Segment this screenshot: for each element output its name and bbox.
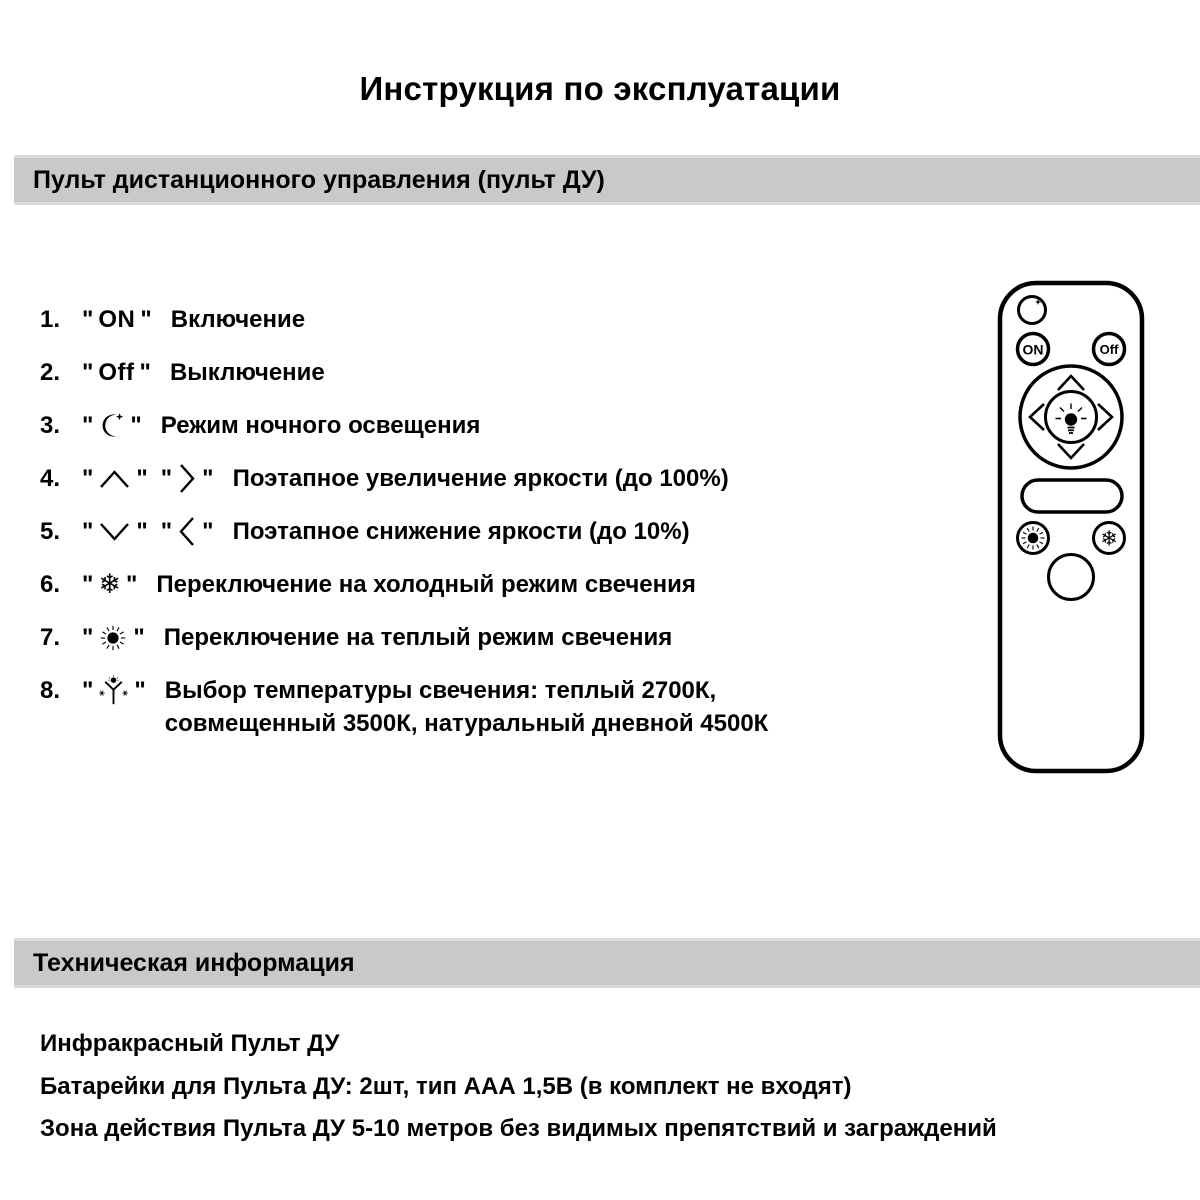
quote-mark: " (140, 306, 152, 333)
quote-mark: " (130, 412, 142, 439)
sun-icon (98, 623, 128, 653)
instruction-item-4 (40, 462, 960, 495)
quote-mark: " (133, 624, 145, 651)
quote-mark: " (82, 571, 94, 598)
quote-mark: " (82, 412, 94, 439)
item-symbol (77, 303, 157, 336)
instruction-item-7 (40, 621, 960, 654)
remote-control-diagram (997, 280, 1145, 774)
quote-mark: " (136, 518, 148, 545)
item-number: 3. (40, 412, 61, 439)
warm-light-button (1018, 523, 1049, 554)
tech-info-block (40, 1023, 997, 1151)
item-description: Режим ночного освещения (160, 412, 481, 439)
temp-select-icon (98, 675, 129, 706)
quote-mark: " (136, 465, 148, 492)
instruction-item-8 (40, 674, 960, 740)
item-description: Переключение на теплый режим свечения (163, 624, 673, 651)
item-symbol (77, 515, 153, 548)
item-symbol (156, 515, 219, 548)
item-number: 4. (40, 465, 61, 492)
item-symbol (77, 621, 150, 654)
instruction-item-5 (40, 515, 960, 548)
item-symbol (156, 462, 219, 495)
section-header-remote-label: Пульт дистанционного управления (пульт ДУ) (33, 165, 605, 194)
quote-mark: " (82, 359, 94, 386)
item-symbol (77, 356, 156, 389)
svg-text:ON: ON (1022, 341, 1044, 358)
item-number: 6. (40, 571, 61, 598)
instruction-item-6 (40, 568, 960, 601)
tech-info-line: Инфракрасный Пульт ДУ (40, 1030, 340, 1057)
item-number: 2. (40, 359, 61, 386)
instruction-list (40, 303, 960, 760)
item-description: Включение (170, 306, 306, 333)
tech-info-line: Зона действия Пульта ДУ 5-10 метров без видимых препятствий и заграждений (40, 1115, 997, 1142)
item-description: Выбор температуры свечения: теплый 2700К, совмещенный 3500К, натуральный дневной 4500К (164, 677, 769, 737)
button-label: Off (98, 359, 135, 386)
item-description: Переключение на холодный режим свечения (156, 571, 696, 598)
quote-mark: " (134, 677, 146, 704)
page-title: Инструкция по эксплуатации (359, 70, 841, 107)
section-header-remote (14, 155, 1200, 205)
quote-mark: " (202, 465, 214, 492)
quote-mark: " (160, 518, 173, 545)
chevron-left-icon (177, 515, 197, 548)
svg-text:Off: Off (1099, 342, 1119, 357)
quote-mark: " (82, 624, 94, 651)
quote-mark: " (126, 571, 138, 598)
warm-sun-icon (1028, 533, 1039, 544)
tech-info-line: Батарейки для Пульта ДУ: 2шт, тип ААА 1,5В (в комплект не входят) (40, 1072, 852, 1100)
section-header-tech-label: Техническая информация (33, 948, 355, 977)
chevron-right-icon (177, 462, 197, 495)
moon-icon (98, 411, 125, 440)
quote-mark: " (160, 465, 173, 492)
item-number: 8. (40, 677, 61, 704)
item-symbol (77, 409, 147, 442)
item-symbol (77, 568, 142, 601)
snowflake-icon: ❄ (98, 569, 122, 600)
quote-mark: " (82, 306, 94, 333)
instruction-item-2 (40, 356, 960, 389)
quote-mark: " (82, 518, 94, 545)
instruction-item-1 (40, 303, 960, 336)
item-number: 5. (40, 518, 61, 545)
quote-mark: " (139, 359, 151, 386)
quote-mark: " (202, 518, 214, 545)
item-description: Поэтапное увеличение яркости (до 100%) (232, 465, 729, 492)
chevron-up-icon (98, 468, 131, 490)
item-symbol (77, 462, 153, 495)
section-header-tech (14, 938, 1200, 988)
item-number: 1. (40, 306, 61, 333)
quote-mark: " (82, 465, 94, 492)
item-number: 7. (40, 624, 61, 651)
chevron-down-icon (98, 521, 131, 543)
cold-snowflake-icon: ❄ (1100, 526, 1118, 551)
long-pill-button (1022, 480, 1122, 512)
instruction-item-3 (40, 409, 960, 442)
item-description: Поэтапное снижение яркости (до 10%) (232, 518, 690, 545)
item-symbol (77, 674, 151, 707)
item-description: Выключение (169, 359, 325, 386)
button-label: ON (98, 306, 136, 333)
quote-mark: " (82, 677, 94, 704)
remote-control-drawing (997, 280, 1145, 774)
